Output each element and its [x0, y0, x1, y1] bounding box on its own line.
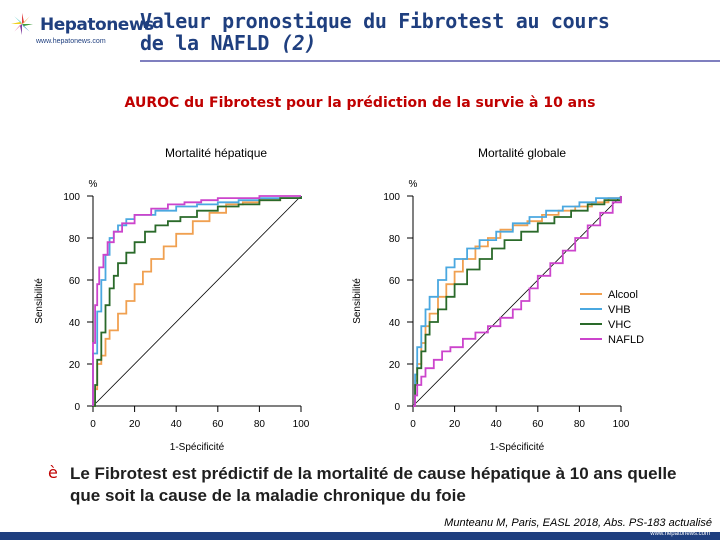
x-tick-label-0-2: 40 — [170, 419, 182, 430]
logo-url: www.hepatonews.com — [36, 38, 106, 45]
title-line-2-main: de la NAFLD — [140, 31, 281, 55]
x-tick-label-0-4: 80 — [253, 419, 265, 430]
y-tick-label-1-2: 40 — [388, 318, 400, 329]
y-tick-label-0-4: 80 — [68, 234, 80, 245]
y-tick-label-0-2: 40 — [68, 318, 80, 329]
x-axis-label-1: 1-Spécificité — [489, 442, 545, 453]
x-tick-label-1-3: 60 — [532, 419, 544, 430]
y-axis-label-0: Sensibilité — [34, 278, 45, 324]
x-tick-label-1-0: 0 — [410, 419, 416, 430]
y-tick-label-1-4: 80 — [388, 234, 400, 245]
logo-name: Hepatonews — [40, 15, 154, 35]
bullet-arrow-icon: è — [48, 463, 58, 482]
footer-url: www.hepatonews.com — [650, 531, 710, 537]
y-tick-label-1-1: 20 — [388, 360, 400, 371]
y-axis-label-1: Sensibilité — [352, 278, 363, 324]
citation: Munteanu M, Paris, EASL 2018, Abs. PS-183 actualisé — [444, 517, 712, 529]
x-tick-label-1-5: 100 — [612, 419, 630, 430]
y-tick-label-0-1: 20 — [68, 360, 80, 371]
x-axis-label-0: 1-Spécificité — [169, 442, 225, 453]
legend-label-vhc: VHC — [608, 319, 632, 331]
legend-label-vhb: VHB — [608, 304, 631, 316]
x-tick-label-0-3: 60 — [212, 419, 224, 430]
y-tick-label-1-3: 60 — [388, 276, 400, 287]
y-tick-label-0-3: 60 — [68, 276, 80, 287]
title-line-1: Valeur pronostique du Fibrotest au cours — [140, 9, 610, 33]
y-tick-label-1-0: 0 — [394, 402, 400, 413]
x-tick-label-0-0: 0 — [90, 419, 96, 430]
chart-title-hepatique: Mortalité hépatique — [165, 146, 268, 160]
chart-subtitle: AUROC du Fibrotest pour la prédiction de la survie à 10 ans — [124, 95, 596, 111]
reference-diagonal-0 — [93, 196, 301, 406]
y-unit-label-0: % — [88, 179, 98, 190]
y-tick-label-1-5: 100 — [383, 192, 400, 203]
x-tick-label-1-2: 40 — [490, 419, 502, 430]
footer-bar — [0, 532, 720, 540]
reference-diagonal-1 — [413, 196, 621, 406]
x-tick-label-1-1: 20 — [449, 419, 461, 430]
y-tick-label-0-0: 0 — [74, 402, 80, 413]
chart-title-globale: Mortalité globale — [478, 146, 567, 160]
legend-label-alcool: Alcool — [608, 289, 638, 301]
y-tick-label-0-5: 100 — [63, 192, 80, 203]
x-tick-label-1-4: 80 — [573, 419, 585, 430]
y-unit-label-1: % — [408, 179, 418, 190]
conclusion-text: Le Fibrotest est prédictif de la mortalité de cause hépatique à 10 ans quelle que soit la cause de la maladie chronique du foie — [70, 464, 677, 505]
x-tick-label-0-1: 20 — [129, 419, 141, 430]
title-line-2-em: (2) — [280, 31, 317, 55]
x-tick-label-0-5: 100 — [292, 419, 310, 430]
legend-label-nafld: NAFLD — [608, 334, 645, 346]
